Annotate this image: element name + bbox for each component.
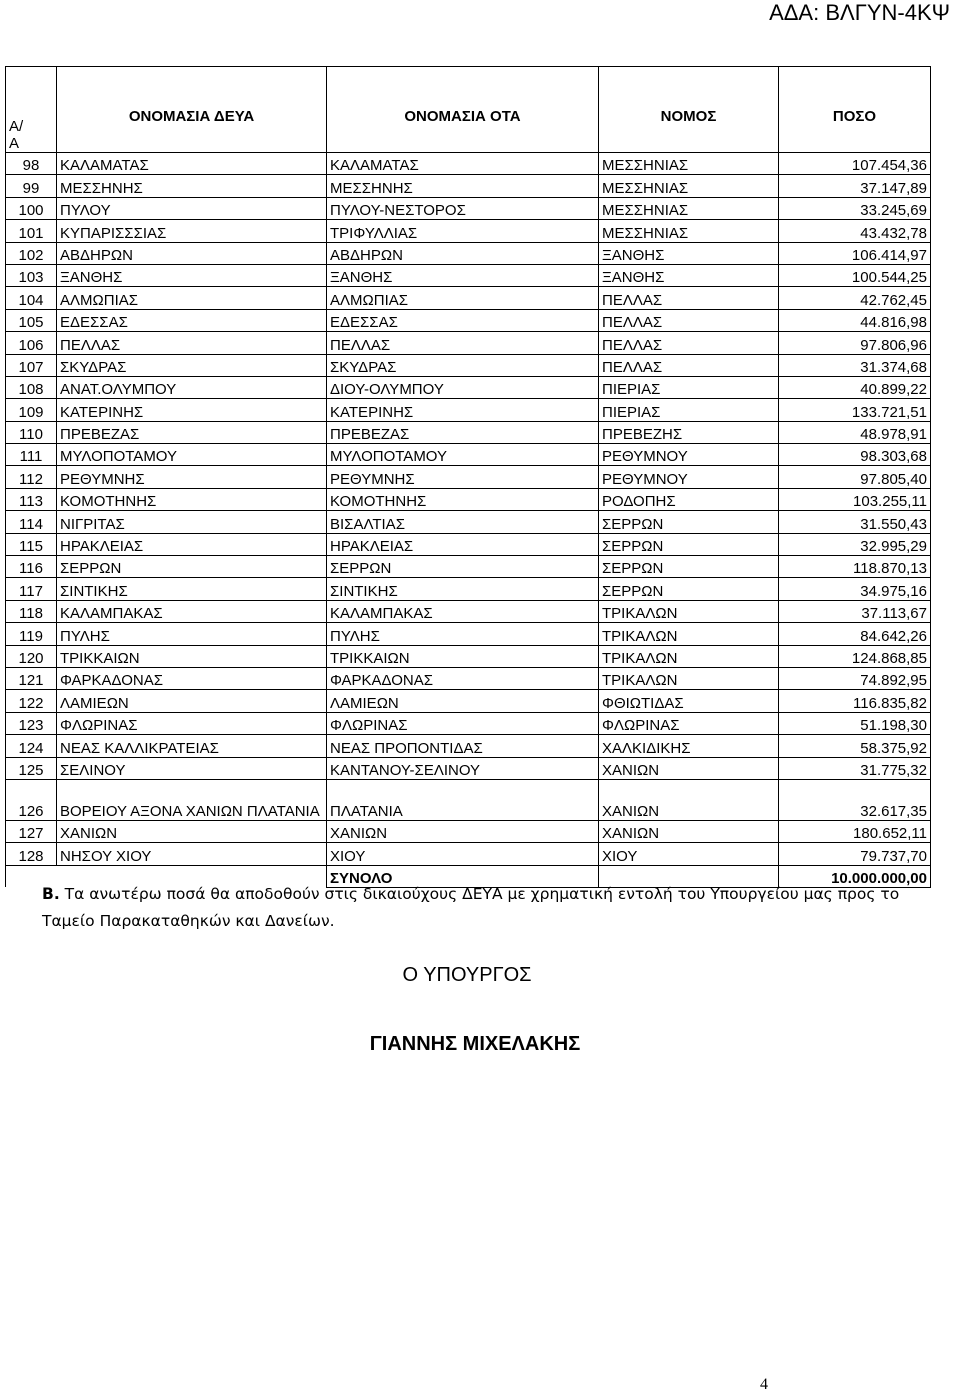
row-index: 107 xyxy=(6,354,57,376)
ota-name: ΣΕΡΡΩΝ xyxy=(327,556,599,578)
table-row xyxy=(6,421,931,443)
ota-name: ΠΕΛΛΑΣ xyxy=(327,332,599,354)
deya-name: ΚΑΛΑΜΠΑΚΑΣ xyxy=(57,600,327,622)
table-row xyxy=(6,242,931,264)
ota-name: ΛΑΜΙΕΩΝ xyxy=(327,690,599,712)
table-row xyxy=(6,712,931,734)
amount: 33.245,69 xyxy=(779,197,931,219)
amount: 98.303,68 xyxy=(779,444,931,466)
amount: 124.868,85 xyxy=(779,645,931,667)
row-index: 115 xyxy=(6,533,57,555)
prefecture: ΡΕΘΥΜΝΟΥ xyxy=(599,444,779,466)
row-index: 123 xyxy=(6,712,57,734)
row-index: 106 xyxy=(6,332,57,354)
prefecture: ΠΕΛΛΑΣ xyxy=(599,309,779,331)
row-index: 100 xyxy=(6,197,57,219)
ota-name: ΜΥΛΟΠΟΤΑΜΟΥ xyxy=(327,444,599,466)
header-index: Α/ Α xyxy=(6,67,57,153)
table-row xyxy=(6,376,931,398)
table-row xyxy=(6,690,931,712)
table-row xyxy=(6,175,931,197)
signer-title-text: Ο ΥΠΟΥΡΓΟΣ xyxy=(402,964,532,986)
table-row xyxy=(6,264,931,286)
header-prefecture: ΝΟΜΟΣ xyxy=(599,67,779,153)
prefecture: ΤΡΙΚΑΛΩΝ xyxy=(599,600,779,622)
amount: 43.432,78 xyxy=(779,220,931,242)
deya-name: ΦΛΩΡΙΝΑΣ xyxy=(57,712,327,734)
amount: 107.454,36 xyxy=(779,153,931,175)
ota-name: ΒΙΣΑΛΤΙΑΣ xyxy=(327,511,599,533)
table-row xyxy=(6,600,931,622)
table-row xyxy=(6,556,931,578)
amount: 84.642,26 xyxy=(779,623,931,645)
deya-name: ΣΚΥΔΡΑΣ xyxy=(57,354,327,376)
prefecture: ΧΑΝΙΩΝ xyxy=(599,779,779,820)
deya-name: ΣΕΛΙΝΟΥ xyxy=(57,757,327,779)
ota-name: ΦΛΩΡΙΝΑΣ xyxy=(327,712,599,734)
prefecture: ΞΑΝΘΗΣ xyxy=(599,264,779,286)
table-row xyxy=(6,309,931,331)
prefecture: ΣΕΡΡΩΝ xyxy=(599,511,779,533)
table-row xyxy=(6,645,931,667)
table-row xyxy=(6,757,931,779)
ota-name: ΑΛΜΩΠΙΑΣ xyxy=(327,287,599,309)
amount: 37.147,89 xyxy=(779,175,931,197)
row-index: 128 xyxy=(6,843,57,865)
ota-name: ΑΒΔΗΡΩΝ xyxy=(327,242,599,264)
table-row xyxy=(6,220,931,242)
row-index: 98 xyxy=(6,153,57,175)
ota-name: ΤΡΙΚΚΑΙΩΝ xyxy=(327,645,599,667)
deya-name: ΠΡΕΒΕΖΑΣ xyxy=(57,421,327,443)
deya-name: ΦΑΡΚΑΔΟΝΑΣ xyxy=(57,667,327,689)
prefecture: ΧΑΝΙΩΝ xyxy=(599,757,779,779)
prefecture: ΜΕΣΣΗΝΙΑΣ xyxy=(599,153,779,175)
signer-title xyxy=(0,964,960,987)
ota-name: ΚΑΝΤΑΝΟΥ-ΣΕΛΙΝΟΥ xyxy=(327,757,599,779)
row-index: 121 xyxy=(6,667,57,689)
allocation-table xyxy=(5,66,931,888)
deya-name: ΚΟΜΟΤΗΝΗΣ xyxy=(57,488,327,510)
prefecture: ΡΟΔΟΠΗΣ xyxy=(599,488,779,510)
deya-name: ΣΙΝΤΙΚΗΣ xyxy=(57,578,327,600)
table-row xyxy=(6,578,931,600)
ada-code: ΑΔΑ: ΒΛΓΥΝ-4ΚΨ xyxy=(769,0,950,25)
row-index: 120 xyxy=(6,645,57,667)
ota-name: ΧΙΟΥ xyxy=(327,843,599,865)
table-row xyxy=(6,488,931,510)
total-value: 10.000.000,00 xyxy=(779,865,931,887)
ota-name: ΚΑΛΑΜΑΤΑΣ xyxy=(327,153,599,175)
deya-name: ΚΥΠΑΡΙΣΣΣΙΑΣ xyxy=(57,220,327,242)
table-row xyxy=(6,667,931,689)
signer-name xyxy=(0,1033,960,1056)
amount: 116.835,82 xyxy=(779,690,931,712)
ota-name: ΚΑΛΑΜΠΑΚΑΣ xyxy=(327,600,599,622)
header-deya-name: ΟΝΟΜΑΣΙΑ ΔΕΥΑ xyxy=(57,67,327,153)
ota-name: ΧΑΝΙΩΝ xyxy=(327,820,599,842)
deya-name: ΚΑΤΕΡΙΝΗΣ xyxy=(57,399,327,421)
prefecture: ΧΑΝΙΩΝ xyxy=(599,820,779,842)
deya-name: ΒΟΡΕΙΟΥ ΑΞΟΝΑ ΧΑΝΙΩΝ ΠΛΑΤΑΝΙΑ xyxy=(57,779,327,820)
amount: 31.374,68 xyxy=(779,354,931,376)
amount: 44.816,98 xyxy=(779,309,931,331)
amount: 180.652,11 xyxy=(779,820,931,842)
table-row xyxy=(6,533,931,555)
row-index: 110 xyxy=(6,421,57,443)
amount: 97.805,40 xyxy=(779,466,931,488)
row-index: 99 xyxy=(6,175,57,197)
row-index: 102 xyxy=(6,242,57,264)
table-row xyxy=(6,779,931,820)
prefecture: ΠΕΛΛΑΣ xyxy=(599,332,779,354)
deya-name: ΧΑΝΙΩΝ xyxy=(57,820,327,842)
amount: 37.113,67 xyxy=(779,600,931,622)
deya-name: ΠΥΛΗΣ xyxy=(57,623,327,645)
prefecture: ΣΕΡΡΩΝ xyxy=(599,533,779,555)
deya-name: ΜΕΣΣΗΝΗΣ xyxy=(57,175,327,197)
prefecture: ΦΘΙΩΤΙΔΑΣ xyxy=(599,690,779,712)
row-index: 113 xyxy=(6,488,57,510)
row-index: 122 xyxy=(6,690,57,712)
ota-name: ΔΙΟΥ-ΟΛΥΜΠΟΥ xyxy=(327,376,599,398)
amount: 34.975,16 xyxy=(779,578,931,600)
ota-name: ΤΡΙΦΥΛΛΙΑΣ xyxy=(327,220,599,242)
ota-name: ΡΕΘΥΜΝΗΣ xyxy=(327,466,599,488)
prefecture: ΤΡΙΚΑΛΩΝ xyxy=(599,667,779,689)
prefecture: ΠΡΕΒΕΖΗΣ xyxy=(599,421,779,443)
ota-name: ΕΔΕΣΣΑΣ xyxy=(327,309,599,331)
table-row xyxy=(6,843,931,865)
note-text: Τα ανωτέρω ποσά θα αποδοθούν στις δικαιούχους ΔΕΥΑ με χρηματική εντολή του Υπουργείου μας προς το Ταμείο Παρακαταθηκών και Δανείων. xyxy=(42,885,900,930)
ota-name: ΠΡΕΒΕΖΑΣ xyxy=(327,421,599,443)
table-row xyxy=(6,444,931,466)
row-index: 126 xyxy=(6,779,57,820)
deya-name: ΛΑΜΙΕΩΝ xyxy=(57,690,327,712)
amount: 31.775,32 xyxy=(779,757,931,779)
prefecture: ΣΕΡΡΩΝ xyxy=(599,556,779,578)
deya-name: ΠΥΛΟΥ xyxy=(57,197,327,219)
prefecture: ΠΕΛΛΑΣ xyxy=(599,354,779,376)
deya-name: ΕΔΕΣΣΑΣ xyxy=(57,309,327,331)
ota-name: ΠΥΛΗΣ xyxy=(327,623,599,645)
deya-name: ΝΗΣΟΥ ΧΙΟΥ xyxy=(57,843,327,865)
amount: 42.762,45 xyxy=(779,287,931,309)
table-row xyxy=(6,511,931,533)
ota-name: ΦΑΡΚΑΔΟΝΑΣ xyxy=(327,667,599,689)
amount: 118.870,13 xyxy=(779,556,931,578)
ota-name: ΝΕΑΣ ΠΡΟΠΟΝΤΙΔΑΣ xyxy=(327,735,599,757)
prefecture: ΜΕΣΣΗΝΙΑΣ xyxy=(599,220,779,242)
deya-name: ΣΕΡΡΩΝ xyxy=(57,556,327,578)
prefecture: ΦΛΩΡΙΝΑΣ xyxy=(599,712,779,734)
table-row xyxy=(6,332,931,354)
deya-name: ΚΑΛΑΜΑΤΑΣ xyxy=(57,153,327,175)
prefecture: ΤΡΙΚΑΛΩΝ xyxy=(599,645,779,667)
deya-name: ΤΡΙΚΚΑΙΩΝ xyxy=(57,645,327,667)
row-index: 117 xyxy=(6,578,57,600)
table-row xyxy=(6,197,931,219)
deya-name: ΜΥΛΟΠΟΤΑΜΟΥ xyxy=(57,444,327,466)
row-index: 105 xyxy=(6,309,57,331)
amount: 48.978,91 xyxy=(779,421,931,443)
ota-name: ΜΕΣΣΗΝΗΣ xyxy=(327,175,599,197)
table-row xyxy=(6,287,931,309)
prefecture: ΠΕΛΛΑΣ xyxy=(599,287,779,309)
prefecture: ΧΙΟΥ xyxy=(599,843,779,865)
page-number: 4 xyxy=(760,1376,768,1393)
signer-name-text: ΓΙΑΝΝΗΣ ΜΙΧΕΛΑΚΗΣ xyxy=(369,1033,581,1055)
prefecture: ΣΕΡΡΩΝ xyxy=(599,578,779,600)
prefecture: ΜΕΣΣΗΝΙΑΣ xyxy=(599,175,779,197)
prefecture: ΡΕΘΥΜΝΟΥ xyxy=(599,466,779,488)
deya-name: ΑΒΔΗΡΩΝ xyxy=(57,242,327,264)
ota-name: ΚΟΜΟΤΗΝΗΣ xyxy=(327,488,599,510)
ota-name: ΗΡΑΚΛΕΙΑΣ xyxy=(327,533,599,555)
table-row xyxy=(6,466,931,488)
row-index: 104 xyxy=(6,287,57,309)
row-index: 116 xyxy=(6,556,57,578)
total-label: ΣΥΝΟΛΟ xyxy=(327,865,599,887)
deya-name: ΠΕΛΛΑΣ xyxy=(57,332,327,354)
deya-name: ΗΡΑΚΛΕΙΑΣ xyxy=(57,533,327,555)
amount: 31.550,43 xyxy=(779,511,931,533)
ota-name: ΠΥΛΟΥ-ΝΕΣΤΟΡΟΣ xyxy=(327,197,599,219)
table-header-row xyxy=(6,67,931,153)
ota-name: ΞΑΝΘΗΣ xyxy=(327,264,599,286)
amount: 103.255,11 xyxy=(779,488,931,510)
table-row xyxy=(6,399,931,421)
ota-name: ΣΚΥΔΡΑΣ xyxy=(327,354,599,376)
amount: 32.617,35 xyxy=(779,779,931,820)
row-index: 103 xyxy=(6,264,57,286)
header-amount: ΠΟΣΟ xyxy=(779,67,931,153)
table-row xyxy=(6,354,931,376)
amount: 58.375,92 xyxy=(779,735,931,757)
table-row xyxy=(6,820,931,842)
header-ota-name: ΟΝΟΜΑΣΙΑ ΟΤΑ xyxy=(327,67,599,153)
payment-note xyxy=(42,881,942,935)
amount: 74.892,95 xyxy=(779,667,931,689)
amount: 106.414,97 xyxy=(779,242,931,264)
deya-name: ΑΛΜΩΠΙΑΣ xyxy=(57,287,327,309)
prefecture: ΜΕΣΣΗΝΙΑΣ xyxy=(599,197,779,219)
row-index: 114 xyxy=(6,511,57,533)
amount: 32.995,29 xyxy=(779,533,931,555)
deya-name: ΞΑΝΘΗΣ xyxy=(57,264,327,286)
ota-name: ΚΑΤΕΡΙΝΗΣ xyxy=(327,399,599,421)
row-index: 112 xyxy=(6,466,57,488)
prefecture: ΠΙΕΡΙΑΣ xyxy=(599,376,779,398)
ota-name: ΠΛΑΤΑΝΙΑ xyxy=(327,779,599,820)
allocation-table-body xyxy=(6,67,931,888)
deya-name: ΑΝΑΤ.ΟΛΥΜΠΟΥ xyxy=(57,376,327,398)
prefecture: ΧΑΛΚΙΔΙΚΗΣ xyxy=(599,735,779,757)
row-index: 127 xyxy=(6,820,57,842)
amount: 51.198,30 xyxy=(779,712,931,734)
note-prefix: Β. xyxy=(42,885,60,903)
prefecture: ΞΑΝΘΗΣ xyxy=(599,242,779,264)
row-index: 125 xyxy=(6,757,57,779)
deya-name: ΝΙΓΡΙΤΑΣ xyxy=(57,511,327,533)
prefecture: ΠΙΕΡΙΑΣ xyxy=(599,399,779,421)
table-row xyxy=(6,153,931,175)
table-row xyxy=(6,623,931,645)
row-index: 119 xyxy=(6,623,57,645)
row-index: 108 xyxy=(6,376,57,398)
prefecture: ΤΡΙΚΑΛΩΝ xyxy=(599,623,779,645)
row-index: 124 xyxy=(6,735,57,757)
amount: 100.544,25 xyxy=(779,264,931,286)
row-index: 118 xyxy=(6,600,57,622)
amount: 79.737,70 xyxy=(779,843,931,865)
table-row xyxy=(6,735,931,757)
deya-name: ΝΕΑΣ ΚΑΛΛΙΚΡΑΤΕΙΑΣ xyxy=(57,735,327,757)
row-index: 109 xyxy=(6,399,57,421)
row-index: 111 xyxy=(6,444,57,466)
amount: 40.899,22 xyxy=(779,376,931,398)
row-index: 101 xyxy=(6,220,57,242)
amount: 97.806,96 xyxy=(779,332,931,354)
amount: 133.721,51 xyxy=(779,399,931,421)
deya-name: ΡΕΘΥΜΝΗΣ xyxy=(57,466,327,488)
ota-name: ΣΙΝΤΙΚΗΣ xyxy=(327,578,599,600)
